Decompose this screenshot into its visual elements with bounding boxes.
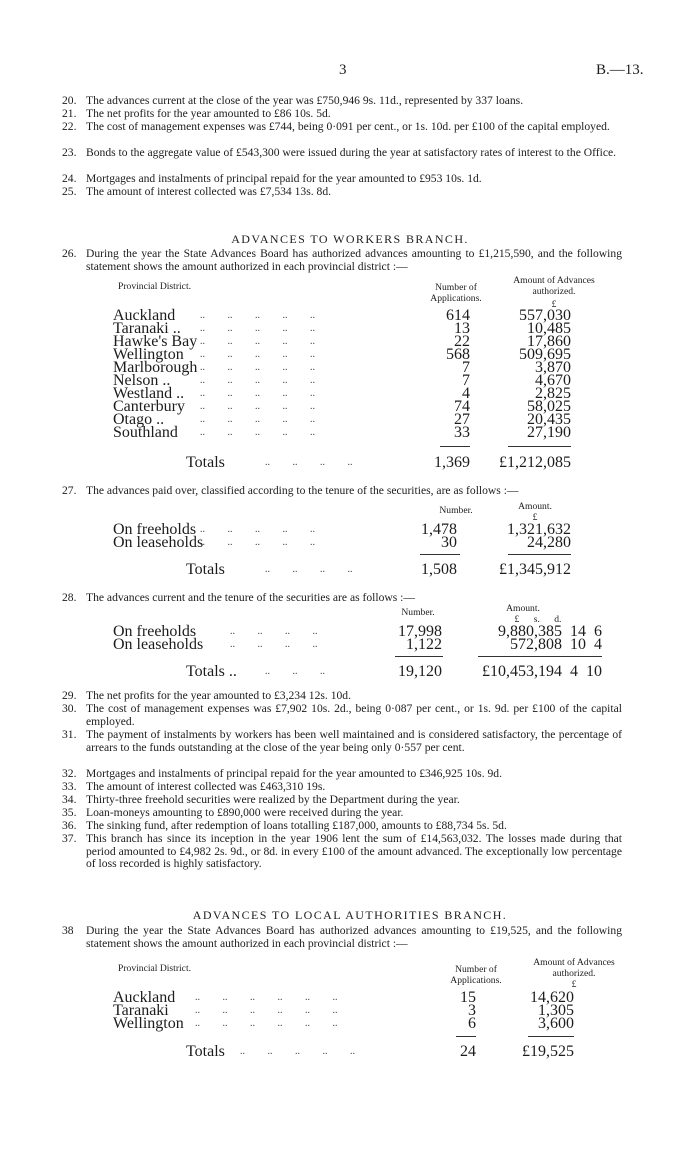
leader-dots: .. .. .. .. ..: [200, 310, 315, 321]
number-value: 1,122: [406, 636, 442, 653]
amount-value: 1,305: [538, 1002, 574, 1019]
table-row: [0, 348, 700, 361]
table-row: [0, 523, 700, 536]
leader-dots: .. .. .. .. ..: [200, 323, 315, 334]
table-row: [0, 322, 700, 335]
paragraph-number: 28.: [62, 591, 77, 604]
district-name: Taranaki: [113, 1002, 169, 1019]
applications-value: 7: [462, 359, 470, 376]
paragraph-number: 21.: [62, 107, 77, 120]
leader-dots: .. .. .. .. ..: [240, 1046, 355, 1057]
district-name: Nelson ..: [113, 372, 171, 389]
applications-value: 13: [454, 320, 470, 337]
applications-value: 614: [446, 307, 470, 324]
paragraph-text: Thirty-three freehold securities were realized by the Department during the year.: [86, 793, 460, 806]
paragraph-number: 20.: [62, 94, 77, 107]
column-header-district: Provincial District.: [118, 963, 192, 974]
leader-dots: .. .. .. ..: [265, 564, 353, 575]
applications-value: 33: [454, 424, 470, 441]
leader-dots: .. .. .. .. ..: [200, 414, 315, 425]
totals-applications: 24: [460, 1043, 476, 1060]
paragraph-text: This branch has since its inception in the year 1906 lent the sum of £14,563,032. The losses made during that period amounted to £4,982 2s. 9d., or 8d. in every £100 of the amount advanced. The exceptionally low percentage of loss recorded is highly satisfactory.: [86, 832, 622, 871]
amount-value: 9,880,385 14 6: [498, 623, 602, 640]
paragraph-number: 32.: [62, 767, 77, 780]
page-number: 3: [339, 62, 347, 78]
district-name: Wellington: [113, 346, 184, 363]
totals-label: Totals ..: [186, 663, 237, 680]
total-rule: [395, 656, 443, 657]
paragraph-number: 35.: [62, 806, 77, 819]
district-name: Southland: [113, 424, 178, 441]
totals-amount: £1,212,085: [499, 454, 571, 471]
paragraph-number: 22.: [62, 120, 77, 133]
applications-value: 15: [460, 989, 476, 1006]
amount-value: 3,870: [535, 359, 571, 376]
totals-row: [0, 1045, 700, 1058]
table-row: [0, 400, 700, 413]
district-name: Westland ..: [113, 385, 185, 402]
paragraph-text: The advances current at the close of the year was £750,946 9s. 11d., represented by 337 loans.: [86, 94, 524, 107]
paragraph-number: 31.: [62, 728, 77, 741]
paragraph-text: During the year the State Advances Board has authorized advances amounting to £1,215,590, and the following statement shows the amount authorized in each provincial district :—: [86, 247, 622, 273]
leader-dots: .. .. .. ..: [265, 457, 353, 468]
total-rule: [440, 446, 470, 447]
totals-label: Totals: [186, 1043, 225, 1060]
tenure-label: On freeholds: [113, 521, 197, 538]
applications-value: 22: [454, 333, 470, 350]
paragraph-number: 38: [62, 924, 74, 937]
amount-value: 2,825: [535, 385, 571, 402]
amount-value: 557,030: [519, 307, 571, 324]
amount-value: 58,025: [527, 398, 571, 415]
leader-dots: .. .. .. ..: [230, 626, 318, 637]
paragraph-text: The net profits for the year amounted to £86 10s. 5d.: [86, 107, 331, 120]
column-header-number: Number.: [439, 505, 473, 516]
paragraph-text: The payment of instalments by workers has been well maintained and is considered satisfactory, the percentage of arrears to the funds outstanding at the close of the year being only 0·557 per cent.: [86, 728, 622, 754]
leader-dots: .. .. .. .. .. ..: [195, 1005, 338, 1016]
leader-dots: .. .. .. .. ..: [200, 375, 315, 386]
leader-dots: .. .. .. .. ..: [200, 524, 315, 535]
paragraph-text: Loan-moneys amounting to £890,000 were received during the year.: [86, 806, 404, 819]
amount-value: 20,435: [527, 411, 571, 428]
leader-dots: .. .. .. .. ..: [200, 336, 315, 347]
amount-value: 3,600: [538, 1015, 574, 1032]
paragraph-number: 37.: [62, 832, 77, 845]
table-row: [0, 536, 700, 549]
column-header-unit: £: [571, 979, 577, 990]
paragraph-number: 30.: [62, 702, 77, 715]
district-name: Canterbury: [113, 398, 185, 415]
applications-value: 3: [468, 1002, 476, 1019]
leader-dots: .. .. .. .. ..: [200, 401, 315, 412]
tenure-label: On leaseholds: [113, 636, 204, 653]
totals-amount: £19,525: [522, 1043, 574, 1060]
total-rule: [508, 446, 571, 447]
applications-value: 74: [454, 398, 470, 415]
table-row: [0, 309, 700, 322]
tenure-label: On leaseholds: [113, 534, 204, 551]
paragraph-number: 29.: [62, 689, 77, 702]
column-header-applications: Number of Applications.: [430, 282, 482, 304]
column-header-amount: Amount of Advances authorized.: [513, 275, 595, 297]
column-header-number: Number.: [401, 607, 435, 618]
table-row: [0, 426, 700, 439]
table-row: [0, 374, 700, 387]
paragraph-text: During the year the State Advances Board has authorized advances amounting to £19,525, and the following statement shows the amount authorized in each provincial district :—: [86, 924, 622, 950]
column-header-applications: Number of Applications.: [450, 964, 502, 986]
leader-dots: .. .. .. .. .. ..: [195, 992, 338, 1003]
paragraph-text: The amount of interest collected was £7,534 13s. 8d.: [86, 185, 332, 198]
totals-row: [0, 456, 700, 469]
paragraph-text: The amount of interest collected was £463,310 19s.: [86, 780, 326, 793]
leader-dots: .. .. ..: [265, 666, 325, 677]
table-row: [0, 335, 700, 348]
amount-value: 24,280: [527, 534, 571, 551]
leader-dots: .. .. .. .. ..: [200, 427, 315, 438]
table-row: [0, 1017, 700, 1030]
total-rule: [420, 554, 460, 555]
paragraph-number: 25.: [62, 185, 77, 198]
paragraph-text: Bonds to the aggregate value of £543,300 were issued during the year at satisfactory rates of interest to the Office.: [86, 146, 617, 159]
totals-number: 1,508: [421, 561, 457, 578]
total-rule: [528, 1036, 574, 1037]
table-row: [0, 638, 700, 651]
paragraph-text: The sinking fund, after redemption of loans totalling £187,000, amounts to £88,734 5s. 5d.: [86, 819, 507, 832]
table-row: [0, 991, 700, 1004]
leader-dots: .. .. .. .. ..: [200, 349, 315, 360]
column-header-district: Provincial District.: [118, 281, 192, 292]
paragraph-number: 27.: [62, 484, 77, 497]
paragraph-number: 33.: [62, 780, 77, 793]
total-rule: [508, 554, 571, 555]
amount-value: 17,860: [527, 333, 571, 350]
totals-applications: 1,369: [434, 454, 470, 471]
totals-amount: £1,345,912: [499, 561, 571, 578]
totals-amount: £10,453,194 4 10: [482, 663, 602, 680]
paragraph-text: Mortgages and instalments of principal repaid for the year amounted to £346,925 10s. 9d.: [86, 767, 502, 780]
district-name: Taranaki ..: [113, 320, 181, 337]
district-name: Otago ..: [113, 411, 165, 428]
paragraph-text: The net profits for the year amounted to £3,234 12s. 10d.: [86, 689, 351, 702]
column-header-unit: £: [551, 299, 557, 310]
applications-value: 6: [468, 1015, 476, 1032]
district-name: Hawke's Bay: [113, 333, 198, 350]
totals-number: 19,120: [398, 663, 442, 680]
document-reference: B.—13.: [596, 62, 644, 78]
district-name: Wellington: [113, 1015, 184, 1032]
paragraph-number: 24.: [62, 172, 77, 185]
applications-value: 27: [454, 411, 470, 428]
applications-value: 7: [462, 372, 470, 389]
column-header-unit: £: [532, 512, 538, 523]
table-row: [0, 361, 700, 374]
amount-value: 14,620: [530, 989, 574, 1006]
totals-label: Totals: [186, 561, 225, 578]
total-rule: [478, 656, 602, 657]
amount-value: 27,190: [527, 424, 571, 441]
paragraph-text: Mortgages and instalments of principal repaid for the year amounted to £953 10s. 1d.: [86, 172, 482, 185]
tenure-label: On freeholds: [113, 623, 197, 640]
leader-dots: .. .. .. ..: [230, 639, 318, 650]
section-title-local-authorities-branch: ADVANCES TO LOCAL AUTHORITIES BRANCH.: [192, 908, 508, 922]
paragraph-number: 34.: [62, 793, 77, 806]
applications-value: 568: [446, 346, 470, 363]
paragraph-number: 36.: [62, 819, 77, 832]
totals-label: Totals: [186, 454, 225, 471]
leader-dots: .. .. .. .. ..: [200, 362, 315, 373]
table-row: [0, 1004, 700, 1017]
paragraph-number: 23.: [62, 146, 77, 159]
column-header-amount: Amount.: [506, 603, 540, 614]
amount-value: 10,485: [527, 320, 571, 337]
amount-value: 509,695: [519, 346, 571, 363]
applications-value: 4: [462, 385, 470, 402]
table-row: [0, 413, 700, 426]
district-name: Auckland: [113, 989, 176, 1006]
paragraph-text: The cost of management expenses was £7,902 10s. 2d., being 0·087 per cent., or 1s. 9d. per £100 of the capital employed.: [86, 702, 622, 728]
amount-value: 4,670: [535, 372, 571, 389]
leader-dots: .. .. .. .. .. ..: [195, 1018, 338, 1029]
number-value: 17,998: [398, 623, 442, 640]
column-header-units: £ s. d.: [514, 614, 562, 625]
number-value: 1,478: [421, 521, 457, 538]
amount-value: 572,808 10 4: [510, 636, 602, 653]
amount-value: 1,321,632: [507, 521, 571, 538]
table-row: [0, 387, 700, 400]
totals-row: [0, 665, 700, 678]
leader-dots: .. .. .. .. ..: [200, 388, 315, 399]
number-value: 30: [441, 534, 457, 551]
paragraph-number: 26.: [62, 247, 77, 260]
paragraph-text: The cost of management expenses was £744, being 0·091 per cent., or 1s. 10d. per £100 of the capital employed.: [86, 120, 610, 133]
column-header-amount: Amount of Advances authorized.: [533, 957, 615, 979]
district-name: Marlborough: [113, 359, 198, 376]
paragraph-text: The advances paid over, classified according to the tenure of the securities, are as follows :—: [86, 484, 519, 497]
leader-dots: .. .. .. .. ..: [200, 537, 315, 548]
total-rule: [456, 1036, 476, 1037]
section-title-workers-branch: ADVANCES TO WORKERS BRANCH.: [231, 232, 469, 246]
totals-row: [0, 563, 700, 576]
paragraph-text: The advances current and the tenure of the securities are as follows :—: [86, 591, 416, 604]
district-name: Auckland: [113, 307, 176, 324]
column-header-amount: Amount.: [518, 501, 552, 512]
